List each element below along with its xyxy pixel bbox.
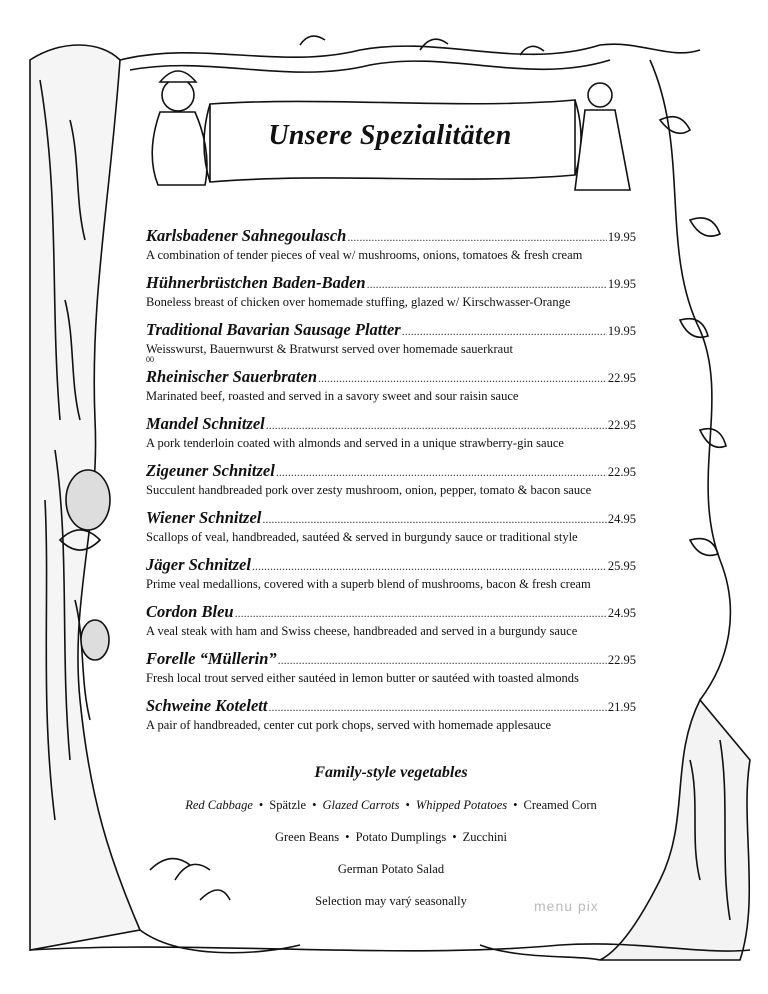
bullet-separator: • (452, 830, 457, 844)
menu-item-price: 21.95 (607, 700, 636, 714)
vegetable-item: Glazed Carrots (322, 798, 400, 812)
menu-item-row (146, 508, 636, 528)
menu-item-name: Karlsbadener Sahnegoulasch (146, 226, 347, 245)
leader-dots (347, 230, 607, 245)
menu-item-description: Prime veal medallions, covered with a superb blend of mushrooms, bacon & fresh cream (146, 577, 591, 591)
menu-item-row (146, 555, 636, 575)
menu-item-description: A veal steak with ham and Swiss cheese, handbreaded and served in a burgundy sauce (146, 624, 578, 638)
vegetable-item: Red Cabbage (185, 798, 253, 812)
menu-item-row (146, 226, 636, 246)
leader-dots (266, 418, 607, 433)
menu-item-description: Succulent handbreaded pork over zesty mushroom, onion, pepper, tomato & bacon sauce (146, 483, 592, 497)
menu-item-name: Traditional Bavarian Sausage Platter (146, 320, 401, 339)
menu-item (146, 367, 636, 414)
page-title: Unsere Spezialitäten (268, 120, 512, 151)
bullet-separator: • (312, 798, 317, 812)
menu-item (146, 649, 636, 696)
bullet-separator: • (405, 798, 410, 812)
leader-dots (268, 700, 606, 715)
menu-item-description: Boneless breast of chicken over homemade stuffing, glazed w/ Kirschwasser-Orange (146, 295, 571, 309)
vegetable-item: Zucchini (462, 830, 508, 844)
menu-item-price: 25.95 (607, 559, 636, 573)
menu-item-price: 22.95 (607, 653, 636, 667)
menu-item-name: Zigeuner Schnitzel (146, 461, 275, 480)
leader-dots (278, 653, 607, 668)
leader-dots (402, 324, 607, 339)
menu-item (146, 461, 636, 508)
menu-item-row (146, 696, 636, 716)
menu-item-name: Wiener Schnitzel (146, 508, 262, 527)
menu-item-price: 19.95 (607, 277, 636, 291)
bullet-separator: • (258, 798, 264, 812)
vegetables-heading: Family-style vegetables (314, 764, 468, 781)
menu-item-description: Marinated beef, roasted and served in a savory sweet and sour raisin sauce (146, 389, 519, 403)
menu-item-price: 22.95 (607, 465, 636, 479)
vegetable-item: Potato Dumplings (355, 830, 447, 844)
menu-item-note: 00 (146, 355, 154, 364)
watermark: menu pix (534, 898, 599, 914)
menu-item-row (146, 414, 636, 434)
menu-item-row (146, 367, 636, 387)
vegetables-line-1 (146, 798, 636, 830)
menu-item-name: Schweine Kotelett (146, 696, 268, 715)
menu-item (146, 273, 636, 320)
menu-item-row (146, 649, 636, 669)
menu-item (146, 555, 636, 602)
menu-item-description: A combination of tender pieces of veal w/ mushrooms, onions, tomatoes & fresh cream (146, 248, 583, 262)
menu-item-name: Mandel Schnitzel (146, 414, 265, 433)
menu-item-description: A pair of handbreaded, center cut pork chops, served with homemade applesauce (146, 718, 552, 732)
menu-item-price: 19.95 (607, 230, 636, 244)
menu-item (146, 696, 636, 743)
menu-item (146, 414, 636, 461)
menu-item-price: 24.95 (607, 606, 636, 620)
bullet-separator: • (513, 798, 518, 812)
menu-item-name: Cordon Bleu (146, 602, 234, 621)
leader-dots (252, 559, 607, 574)
menu-item (146, 508, 636, 555)
menu-item-price: 24.95 (607, 512, 636, 526)
vegetables-line-3: German Potato Salad (337, 862, 445, 876)
menu-item (146, 320, 636, 367)
menu-item-description: A pork tenderloin coated with almonds and served in a unique strawberry-gin sauce (146, 436, 564, 450)
bullet-separator: • (345, 830, 350, 844)
menu-item-row (146, 320, 636, 340)
leader-dots (367, 277, 607, 292)
leader-dots (262, 512, 607, 527)
menu-item-description: Fresh local trout served either sautéed in lemon butter or sautéed with toasted almonds (146, 671, 579, 685)
menu-item-price: 22.95 (607, 371, 636, 385)
menu-item-name: Jäger Schnitzel (146, 555, 251, 574)
menu-item-name: Rheinischer Sauerbraten (146, 367, 317, 386)
menu-item-row (146, 602, 636, 622)
menu-item-row (146, 461, 636, 481)
vegetable-item: Creamed Corn (523, 798, 597, 812)
menu-item (146, 226, 636, 273)
vegetable-item: Green Beans (274, 830, 340, 844)
leader-dots (276, 465, 607, 480)
menu-item-row (146, 273, 636, 293)
menu-item-description: Scallops of veal, handbreaded, sautéed & served in burgundy sauce or traditional style (146, 530, 578, 544)
menu-list (146, 226, 636, 743)
menu-item-price: 19.95 (607, 324, 636, 338)
vegetable-item: Spätzle (269, 798, 307, 812)
leader-dots (318, 371, 607, 386)
vegetables-note: Selection may varý seasonally (315, 894, 467, 908)
menu-item-description: Weisswurst, Bauernwurst & Bratwurst served over homemade sauerkraut (146, 342, 513, 356)
menu-item-price: 22.95 (607, 418, 636, 432)
vegetable-item: Whipped Potatoes (415, 798, 508, 812)
menu-item-name: Forelle “Müllerin” (146, 649, 277, 668)
vegetables-line-2 (146, 830, 636, 862)
menu-item (146, 602, 636, 649)
leader-dots (235, 606, 607, 621)
menu-item-name: Hühnerbrüstchen Baden-Baden (146, 273, 366, 292)
